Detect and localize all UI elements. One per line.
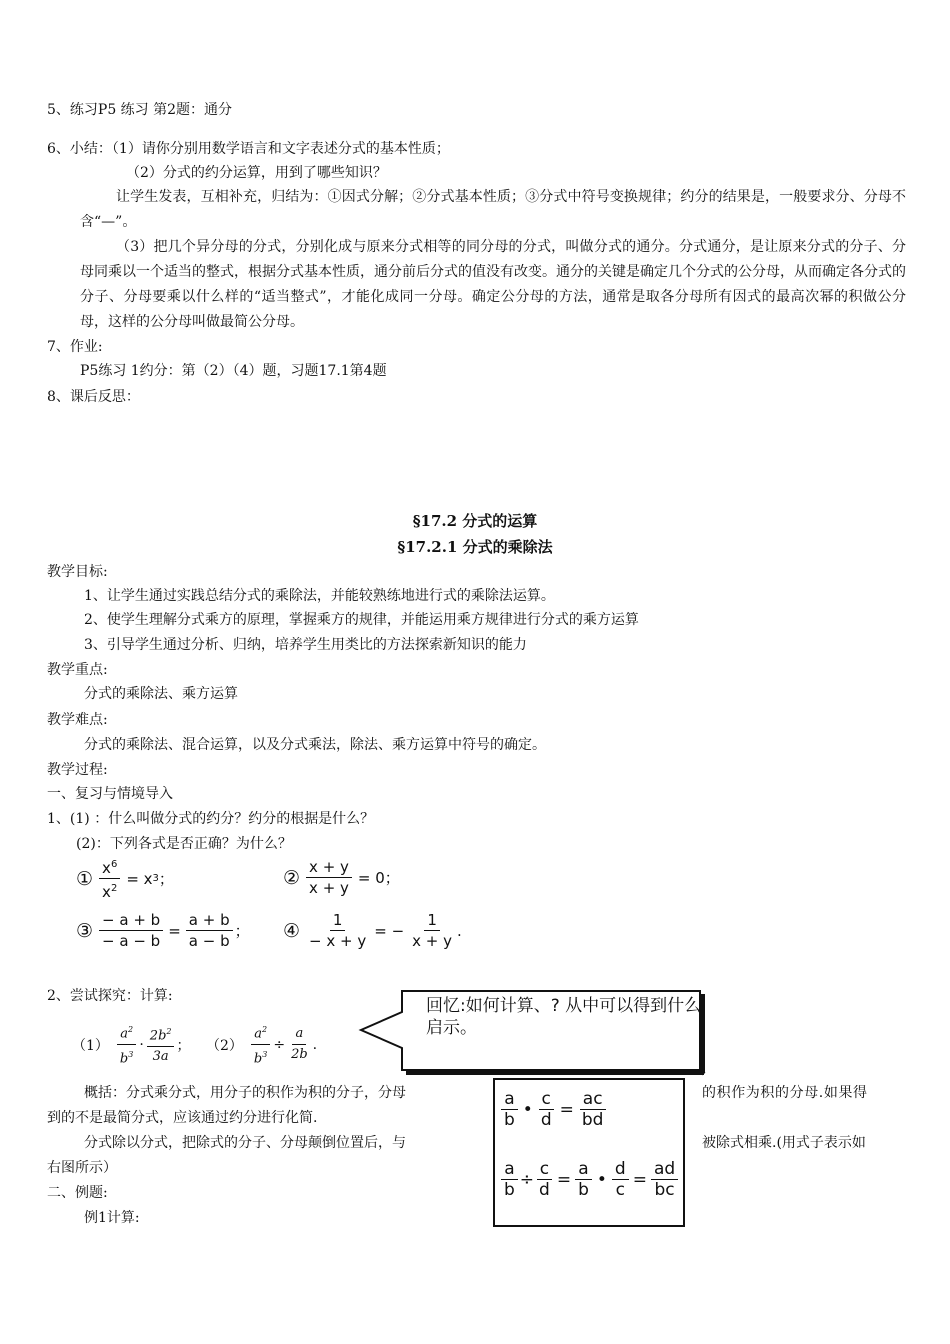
summary-p2-left: 分式除以分式，把除式的分子、分母颠倒位置后，与 [84,1135,406,1151]
section-subtitle: §17.2.1 分式的乘除法 [397,538,553,556]
process-label: 教学过程: [47,762,108,778]
exercise-1: ① $\frac{x^6}{x^2}$ = x 3 ； [76,856,174,901]
exercise-4-mark: ④ [283,919,301,942]
calc-2-fraction-left: $\frac{a^2}{b^3}$ [251,1021,270,1069]
item-8: 8、课后反思： [47,389,140,405]
process-part1: 一、复习与情境导入 [47,786,173,802]
calc-1: （1） $\frac{a^2}{b^3}$ · $\frac{2b^2}{3a}$ ； [72,1021,190,1069]
exercise-4: ④ $\frac{1}{- x + y}$ = − $\frac{1}{x + y}$ . [283,911,462,950]
key-points-body: 分式的乘除法、乘方运算 [84,686,238,702]
calc-2-fraction-right: $\frac{a}{2b}$ [291,1026,308,1063]
goals-label: 教学目标: [47,564,108,580]
exercise-2: ② $\frac{x + y}{x + y}$ = 0 ； [283,858,400,897]
goal-1: 1、让学生通过实践总结分式的乘除法，并能较熟练地进行式的乘除法运算。 [84,588,555,604]
formula-multiply: $\frac{a}{b}$ • $\frac{c}{d}$ = $\frac{ac}{bd}$ [499,1090,608,1129]
section-title: §17.2 分式的运算 [412,512,538,530]
exercise-1-fraction: $\frac{x^6}{x^2}$ [99,856,120,901]
process-q1: 1、(1) ：什么叫做分式的约分？约分的根据是什么？ [47,811,375,827]
item-6: 6、小结：（1）请你分别用数学语言和文字表述分式的基本性质； [47,141,450,157]
formula-box [493,1078,685,1227]
exercise-3: ③ $\frac{- a + b}{- a - b}$ = $\frac{a + b}{a - b}$ ； [76,911,250,950]
summary-p1-right: 的积作为积的分母.如果得 [702,1085,868,1101]
callout-text: 回忆:如何计算、? 从中可以得到什么启示。 [426,996,702,1038]
exercise-4-fraction-left: $\frac{1}{- x + y}$ [309,911,367,950]
summary-p2-tail: 右图所示） [47,1160,117,1176]
key-points-label: 教学重点: [47,662,108,678]
calc-1-fraction-right: $\frac{2b^2}{3a}$ [147,1023,175,1066]
process-q2: (2)：下列各式是否正确？为什么？ [76,836,292,852]
item-7-body: P5练习 1约分：第（2）（4）题，习题17.1第4题 [80,363,387,379]
exercise-2-mark: ② [283,866,301,889]
exercise-3-mark: ③ [76,919,94,942]
item-6-sub2: （2）分式的约分运算，用到了哪些知识？ [126,165,387,181]
examples-label: 二、例题: [47,1185,108,1201]
goal-3: 3、引导学生通过分析、归纳，培养学生用类比的方法探索新知识的能力 [84,637,527,653]
summary-p1-left: 概括：分式乘分式，用分子的积作为积的分子，分母 [84,1085,406,1101]
formula-divide: $\frac{a}{b}$ ÷ $\frac{c}{d}$ = $\frac{a}{b}$ • $\frac{d}{c}$ = $\frac{ad}{bc}$ [499,1160,680,1199]
example-1: 例1计算: [84,1210,140,1226]
exercise-1-mark: ① [76,867,94,890]
exercise-2-fraction: $\frac{x + y}{x + y}$ [306,858,352,897]
item-7: 7、作业: [47,339,103,355]
summary-p1-tail: 到的不是最简分式，应该通过约分进行化简. [47,1110,318,1126]
explore-label: 2、尝试探究：计算: [47,988,173,1004]
difficulties-body: 分式的乘除法、混合运算，以及分式乘法，除法、乘方运算中符号的确定。 [84,737,546,753]
item-5: 5、练习P5 练习 第2题：通分 [47,102,233,118]
exercise-4-fraction-right: $\frac{1}{x + y}$ [412,911,453,950]
difficulties-label: 教学难点: [47,712,108,728]
exercise-3-fraction-right: $\frac{a + b}{a - b}$ [186,911,233,950]
summary-p2-right: 被除式相乘.(用式子表示如 [702,1135,866,1151]
goal-2: 2、使学生理解分式乘方的原理，掌握乘方的规律，并能运用乘方规律进行分式的乘方运算 [84,612,639,628]
item-6-para2: （3）把几个异分母的分式，分别化成与原来分式相等的同分母的分式，叫做分式的通分。分式通分，是让原来分式的分子、分母同乘以一个适当的整式，根据分式基本性质，通分前后分式的值没有改变。通分的关键是确定几个分式的公分母，从而确定各分式的分子、分母要乘以什么样的“适当整式”，才能化成同一分母。确定公分母的方法，通常是取各分母所有因式的最高次幂的积做公分母，这样的公分母叫做最简公分母。 [80,239,906,330]
item-6-para1: 让学生发表，互相补充，归结为：①因式分解；②分式基本性质；③分式中符号变换规律；约分的结果是，一般要求分、分母不含“—”。 [80,189,906,230]
exercise-3-fraction-left: $\frac{- a + b}{- a - b}$ [99,911,163,950]
calc-1-fraction-left: $\frac{a^2}{b^3}$ [117,1021,136,1069]
calc-2: （2） $\frac{a^2}{b^3}$ ÷ $\frac{a}{2b}$ . [206,1021,317,1069]
